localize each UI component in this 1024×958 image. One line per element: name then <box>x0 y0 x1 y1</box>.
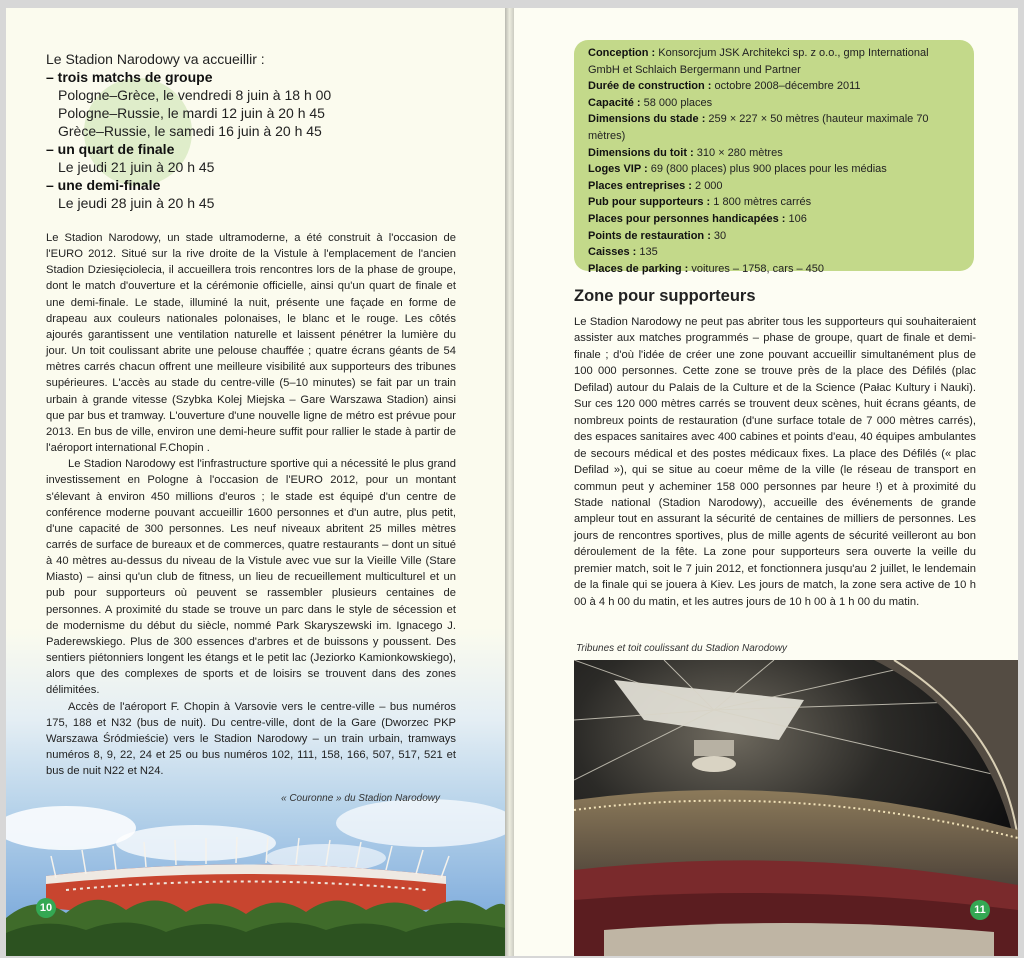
photo-caption: « Couronne » du Stadion Narodowy <box>281 793 440 804</box>
fact-label: Dimensions du stade : <box>588 113 706 126</box>
fan-zone-description <box>574 314 976 610</box>
fact-value: 259 × 227 × 50 mètres (hauteur maximale 70 mètres) <box>588 113 929 142</box>
fact-value: 30 <box>713 229 727 242</box>
fact-label: Places entreprises : <box>588 179 692 192</box>
fact-row <box>588 78 960 95</box>
fact-row <box>588 228 960 245</box>
fact-row <box>588 194 960 211</box>
group-match: Pologne–Russie, le mardi 12 juin à 20 h 45 <box>58 105 325 121</box>
fact-value: 58 000 places <box>643 96 713 109</box>
section-heading: Zone pour supporteurs <box>574 287 756 305</box>
fact-label: Loges VIP : <box>588 163 648 176</box>
fact-value: 2 000 <box>695 179 723 192</box>
stadium-interior-photo <box>574 660 1018 956</box>
quarter-final-heading: – un quart de finale <box>46 141 175 157</box>
paragraph: Accès de l'aéroport F. Chopin à Varsovie vers le centre-ville – bus numéros 175, 188 et N32 (bus de nuit). Du centre-ville, dont de la Gare (Dworzec PKP Warszawa Śródmieście) vers le Stadion Narodowy – un train urbain, tramways numéros 8, 9, 22, 24 et 25 ou bus numéros 102, 111, 158, 166, 507, 517, 521 et bus de nuit N22 et N24. <box>46 700 456 778</box>
match-schedule <box>46 50 486 212</box>
fact-label: Caisses : <box>588 246 637 259</box>
fact-row <box>588 145 960 162</box>
paragraph: Le Stadion Narodowy est l'infrastructure sportive qui a nécessité le plus grand investissement en Pologne à l'occasion de l'EURO 2012, pour un montant s'élevant à environ 450 millions d'euros ; le stade est équipé d'un centre de conférence moderne pouvant accueillir 1600 personnes et d'un autre, plus petit, d'une capacité de 300 personnes. Les neuf niveaux abritent 25 milles mètres carrés de surface de bureaux et de commerces, quatre restaurants – dont un situé à 40 mètres au-dessus du niveau de la Vistule avec vue sur la Vieille Ville (Stare Miasto) – ainsi qu'un club de fitness, un lieu de recueillement multiculturel et un pub pour supporteurs où peuvent se rassembler plusieurs centaines de personnes. A proximité du stade se trouve un parc dans le style de sécession et de modernisme du début du siècle, nommé Park Skaryszewski im. Ignacego J. Paderewskiego. Plus de 300 essences d'arbres et de buissons y poussent. Des sentiers piétonniers longent les étangs et le petit lac (Jeziorko Kamionkowskiego), alors que des complexes de sports et de loisirs se trouvent dans des zones délimitées. <box>46 458 456 697</box>
photo-caption: Tribunes et toit coulissant du Stadion Narodowy <box>576 643 788 654</box>
fact-row <box>588 45 960 78</box>
page-number: 11 <box>970 900 990 920</box>
fact-row <box>588 111 960 144</box>
group-match: Grèce–Russie, le samedi 16 juin à 20 h 45 <box>58 123 322 139</box>
stadium-description <box>46 230 456 779</box>
fact-label: Conception : <box>588 47 656 59</box>
right-page <box>514 8 1018 956</box>
quarter-final-date: Le jeudi 21 juin à 20 h 45 <box>58 159 215 175</box>
fact-value: 106 <box>788 212 807 225</box>
fact-value: 310 × 280 mètres <box>696 146 783 159</box>
page-number: 10 <box>36 898 56 918</box>
fact-value: voitures – 1758, cars – 450 <box>691 262 825 275</box>
group-match: Pologne–Grèce, le vendredi 8 juin à 18 h 00 <box>58 87 332 103</box>
paragraph: Le Stadion Narodowy ne peut pas abriter tous les supporteurs qui souhaiteraient assister aux matches programmés – phase de groupe, quart de finale et demi-finale ; d'où l'idée de créer une zone pouvant accueillir simultanément plus de 100 000 personnes. Cette zone se trouve près de la place des Défilés (plac Defilad) autour du Palais de la Culture et de la Science (Pałac Kultury i Nauki). Sur ces 120 000 mètres carrés se trouvent deux scènes, huit écrans géants, de nombreux points de restauration (d'une surface totale de 7 000 mètres carrés), des espaces sanitaires avec 400 cabines et points d'eau, 40 équipes ambulantes de secours médical et des postes médicaux fixes. La place des Défilés (« plac Defilad »), qui se situe au coeur même de la ville (le réseau de transport en commun peut y acheminer 158 000 personnes par heure !) et à proximité du Stade national (Stadion Narodowy), accueille des événements de grande ampleur tout en assurant la sécurité de centaines de milliers de personnes. Les jours de rencontres sportives, plus de mille agents de sécurité veilleront au bon déroulement de la fête. La zone pour supporteurs sera ouverte la veille du premier match, soit le 7 juin 2012, et fonctionnera jusqu'au 2 juillet, le lendemain de la finale qui se jouera à Kiev. Les jours de match, la zone sera active de 10 h 00 à 4 h 00 du matin, et les autres jours de 10 h 00 à 1 h 00 du matin. <box>574 316 976 608</box>
fact-label: Places pour personnes handicapées : <box>588 212 786 225</box>
left-page <box>6 8 506 956</box>
fact-row <box>588 211 960 228</box>
paragraph: Le Stadion Narodowy, un stade ultramoderne, a été construit à l'occasion de l'EURO 2012. Situé sur la rive droite de la Vistule à l'emplacement de l'ancien Stadion Dziesięciolecia, il accueillera trois rencontres lors de la phase de groupe, dont le match d'ouverture et la cérémonie officielle, ainsi qu'un quart de finale et une demi-finale. Le stade, illuminé la nuit, présente une façade en forme de drapeau aux couleurs nationales polonaises, le blanc et le rouge. Les côtés ajourés garantissent une ventilation naturelle et laissent pénétrer la lumière du jour. Un toit coulissant abrite une pelouse chauffée ; quatre écrans géants de 54 mètres carrés chacun offrent une meilleure visibilité aux supporteurs des tribunes supérieures. L'accès au stade du centre-ville (5–10 minutes) se fait par un train urbain à grande vitesse (Szybka Kolej Miejska – Gare Warszawa Stadion) ainsi que par bus et tramway. L'ouverture d'une nouvelle ligne de métro est prévue pour 2013. En bus de ville, environ une demi-heure suffit pour rallier le stade à partir de l'aéroport international F.Chopin . <box>46 232 456 455</box>
fact-row <box>588 261 960 278</box>
fact-value: 135 <box>639 246 658 259</box>
fact-row <box>588 95 960 112</box>
semi-final-date: Le jeudi 28 juin à 20 h 45 <box>58 195 215 211</box>
fact-value: octobre 2008–décembre 2011 <box>714 80 861 93</box>
fact-row <box>588 161 960 178</box>
fact-label: Pub pour supporteurs : <box>588 196 711 209</box>
stadium-facts-box <box>574 40 974 275</box>
fact-label: Dimensions du toit : <box>588 146 694 159</box>
fact-row <box>588 178 960 195</box>
semi-final-heading: – une demi-finale <box>46 177 161 193</box>
fact-value: 1 800 mètres carrés <box>713 196 812 209</box>
fact-label: Points de restauration : <box>588 229 711 242</box>
schedule-intro: Le Stadion Narodowy va accueillir : <box>46 51 265 67</box>
fact-value: 69 (800 places) plus 900 places pour les médias <box>650 163 887 176</box>
fact-label: Capacité : <box>588 96 641 109</box>
fact-label: Durée de construction : <box>588 80 712 93</box>
fact-label: Places de parking : <box>588 262 689 275</box>
fact-value: Konsorcjum JSK Architekci sp. z o.o., gmp International GmbH et Schlaich Bergermann und Partner <box>588 47 929 76</box>
fact-row <box>588 244 960 261</box>
group-heading: – trois matchs de groupe <box>46 69 213 85</box>
